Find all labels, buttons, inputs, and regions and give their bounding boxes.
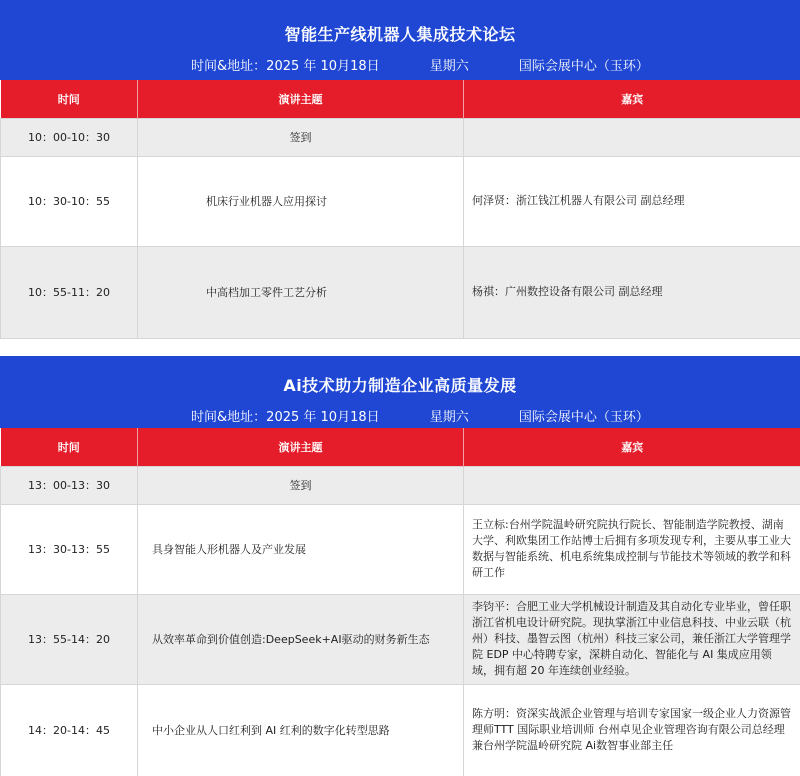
schedule-table <box>0 80 800 339</box>
session-2 <box>0 356 800 776</box>
session-banner <box>0 356 800 428</box>
row-topic: 中小企业从人口红利到 AI 红利的数字化转型思路 <box>138 684 464 776</box>
row-guest: 杨祺：广州数控设备有限公司 副总经理 <box>464 246 800 338</box>
row-topic: 机床行业机器人应用探讨 <box>138 156 464 246</box>
row-time: 13：55-14：20 <box>1 594 138 684</box>
session-weekday: 星期六 <box>429 59 469 74</box>
session-title: Ai技术助力制造企业高质量发展 <box>283 376 517 395</box>
session-1 <box>0 0 800 338</box>
schedule-table <box>0 428 800 776</box>
row-guest: 陈方明：资深实战派企业管理与培训专家国家一级企业人力资源管理师TTT 国际职业培训师 台州卓见企业管理咨询有限公司总经理兼台州学院温岭研究院 Ai数智事业部主任 <box>464 684 800 776</box>
row-guest: 何泽贤：浙江钱江机器人有限公司 副总经理 <box>464 156 800 246</box>
header-time: 时间 <box>1 80 138 118</box>
row-topic: 签到 <box>138 118 464 156</box>
session-info <box>0 406 800 425</box>
header-guest: 嘉宾 <box>464 80 800 118</box>
table-row <box>1 684 800 776</box>
row-topic: 从效率革命到价值创造:DeepSeek+AI驱动的财务新生态 <box>138 594 464 684</box>
header-guest: 嘉宾 <box>464 428 800 466</box>
table-header-row <box>1 428 800 466</box>
row-time: 13：00-13：30 <box>1 466 138 504</box>
header-time: 时间 <box>1 428 138 466</box>
table-row <box>1 594 800 684</box>
header-topic: 演讲主题 <box>138 428 464 466</box>
table-row <box>1 466 800 504</box>
row-guest: 李钧平：合肥工业大学机械设计制造及其自动化专业毕业，曾任职浙江省机电设计研究院。现执掌浙江中业信息科技、中业云联（杭州）科技、墨智云图（杭州）科技三家公司，兼任浙江大学管理学院 EDP 中心特聘专家，深耕自动化、智能化与 AI 集成应用领域，拥有超 20 年连续创业经验。 <box>464 594 800 684</box>
table-row <box>1 118 800 156</box>
session-banner <box>0 0 800 80</box>
session-date: 时间&地址：2025 年 10月18日 <box>191 410 380 425</box>
row-guest <box>464 466 800 504</box>
row-time: 10：00-10：30 <box>1 118 138 156</box>
session-venue: 国际会展中心（玉环） <box>518 59 649 74</box>
row-time: 13：30-13：55 <box>1 504 138 594</box>
row-guest <box>464 118 800 156</box>
table-header-row <box>1 80 800 118</box>
session-venue: 国际会展中心（玉环） <box>518 410 649 425</box>
session-info <box>0 55 800 74</box>
session-date: 时间&地址：2025 年 10月18日 <box>191 59 380 74</box>
header-topic: 演讲主题 <box>138 80 464 118</box>
row-topic: 签到 <box>138 466 464 504</box>
row-time: 14：20-14：45 <box>1 684 138 776</box>
session-weekday: 星期六 <box>429 410 469 425</box>
row-time: 10：30-10：55 <box>1 156 138 246</box>
row-topic: 具身智能人形机器人及产业发展 <box>138 504 464 594</box>
session-title: 智能生产线机器人集成技术论坛 <box>284 25 516 44</box>
row-time: 10：55-11：20 <box>1 246 138 338</box>
row-topic: 中高档加工零件工艺分析 <box>138 246 464 338</box>
row-guest: 王立标:台州学院温岭研究院执行院长、智能制造学院教授、湖南大学、利欧集团工作站博士后拥有多项发现专利，主要从事工业大数据与智能系统、机电系统集成控制与节能技术等领域的教学和科研工作 <box>464 504 800 594</box>
table-row <box>1 504 800 594</box>
table-row <box>1 156 800 246</box>
table-row <box>1 246 800 338</box>
